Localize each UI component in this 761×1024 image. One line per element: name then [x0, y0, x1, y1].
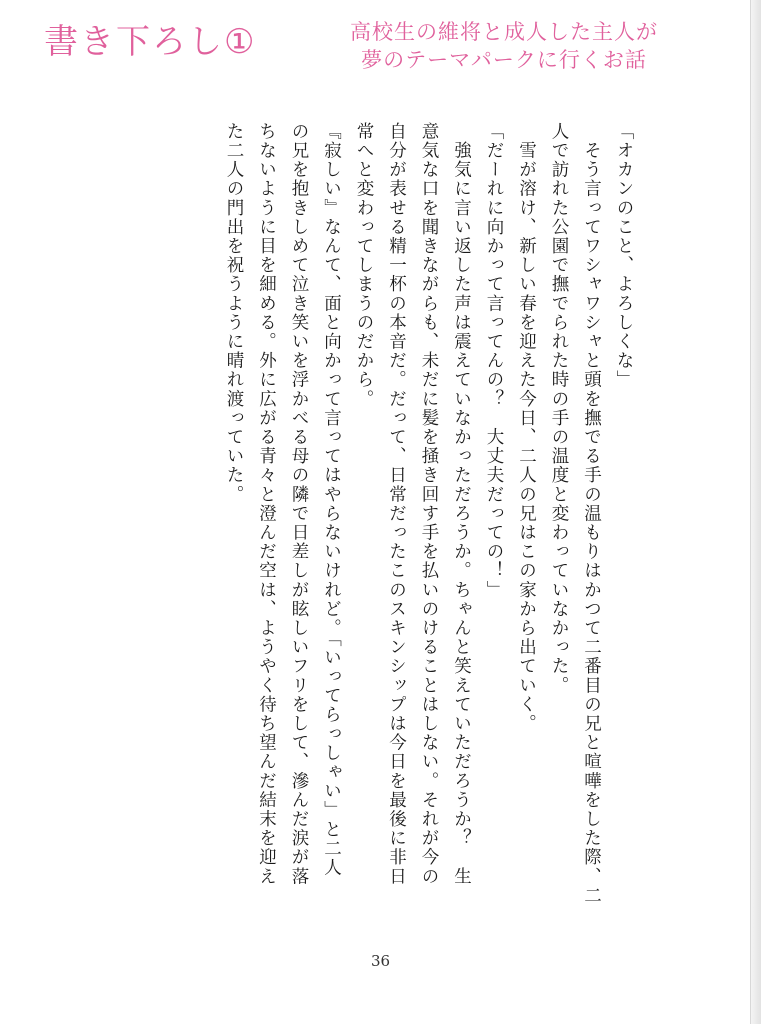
text-line: 意気な口を聞きながらも、未だに髪を掻き回す手を払いのけることはしない。それが今の — [419, 122, 439, 886]
page-number: 36 — [370, 952, 391, 970]
text-line: 『寂しい』なんて、面と向かって言ってはやらないけれど。「いってらっしゃい」と二人 — [321, 122, 342, 878]
page-edge — [750, 0, 761, 1024]
text-line: ちないように目を細める。外に広がる青々と澄んだ空は、ようやく待ち望んだ結末を迎え — [256, 122, 277, 886]
text-line: 「オカンのこと、よろしくな」 — [614, 122, 634, 390]
text-line: 雪が溶け、新しい春を迎えた今日、二人の兄はこの家から出ていく。 — [516, 122, 537, 734]
story-title-line: 夢のテーマパークに行くお話 — [361, 48, 647, 72]
body-text — [120, 122, 640, 942]
text-line: た二人の門出を祝うように晴れ渡っていた。 — [224, 122, 244, 504]
text-line: 「だーれに向かって言ってんの？ 大丈夫だっての！」 — [484, 122, 504, 600]
text-line: 自分が表せる精一杯の本音だ。だって、日常だったこのスキンシップは今日を最後に非日 — [386, 122, 407, 886]
text-line: 強気に言い返した声は震えていなかっただろうか。ちゃんと笑えていただろうか？ 生 — [451, 122, 472, 886]
text-line: 常へと変わってしまうのだから。 — [354, 122, 374, 409]
story-title-line: 高校生の維将と成人した主人が — [350, 20, 658, 44]
text-line: の兄を抱きしめて泣き笑いを浮かべる母の隣で日差しが眩しいフリをして、滲んだ涙が落 — [289, 122, 309, 886]
text-line: そう言ってワシャワシャと頭を撫でる手の温もりはかつて二番目の兄と喧嘩をした際、二 — [581, 122, 602, 906]
text-line: 人で訪れた公園で撫でられた時の手の温度と変わっていなかった。 — [549, 122, 569, 695]
story-title — [304, 18, 704, 74]
chapter-label: 書き下ろし① — [44, 22, 257, 62]
